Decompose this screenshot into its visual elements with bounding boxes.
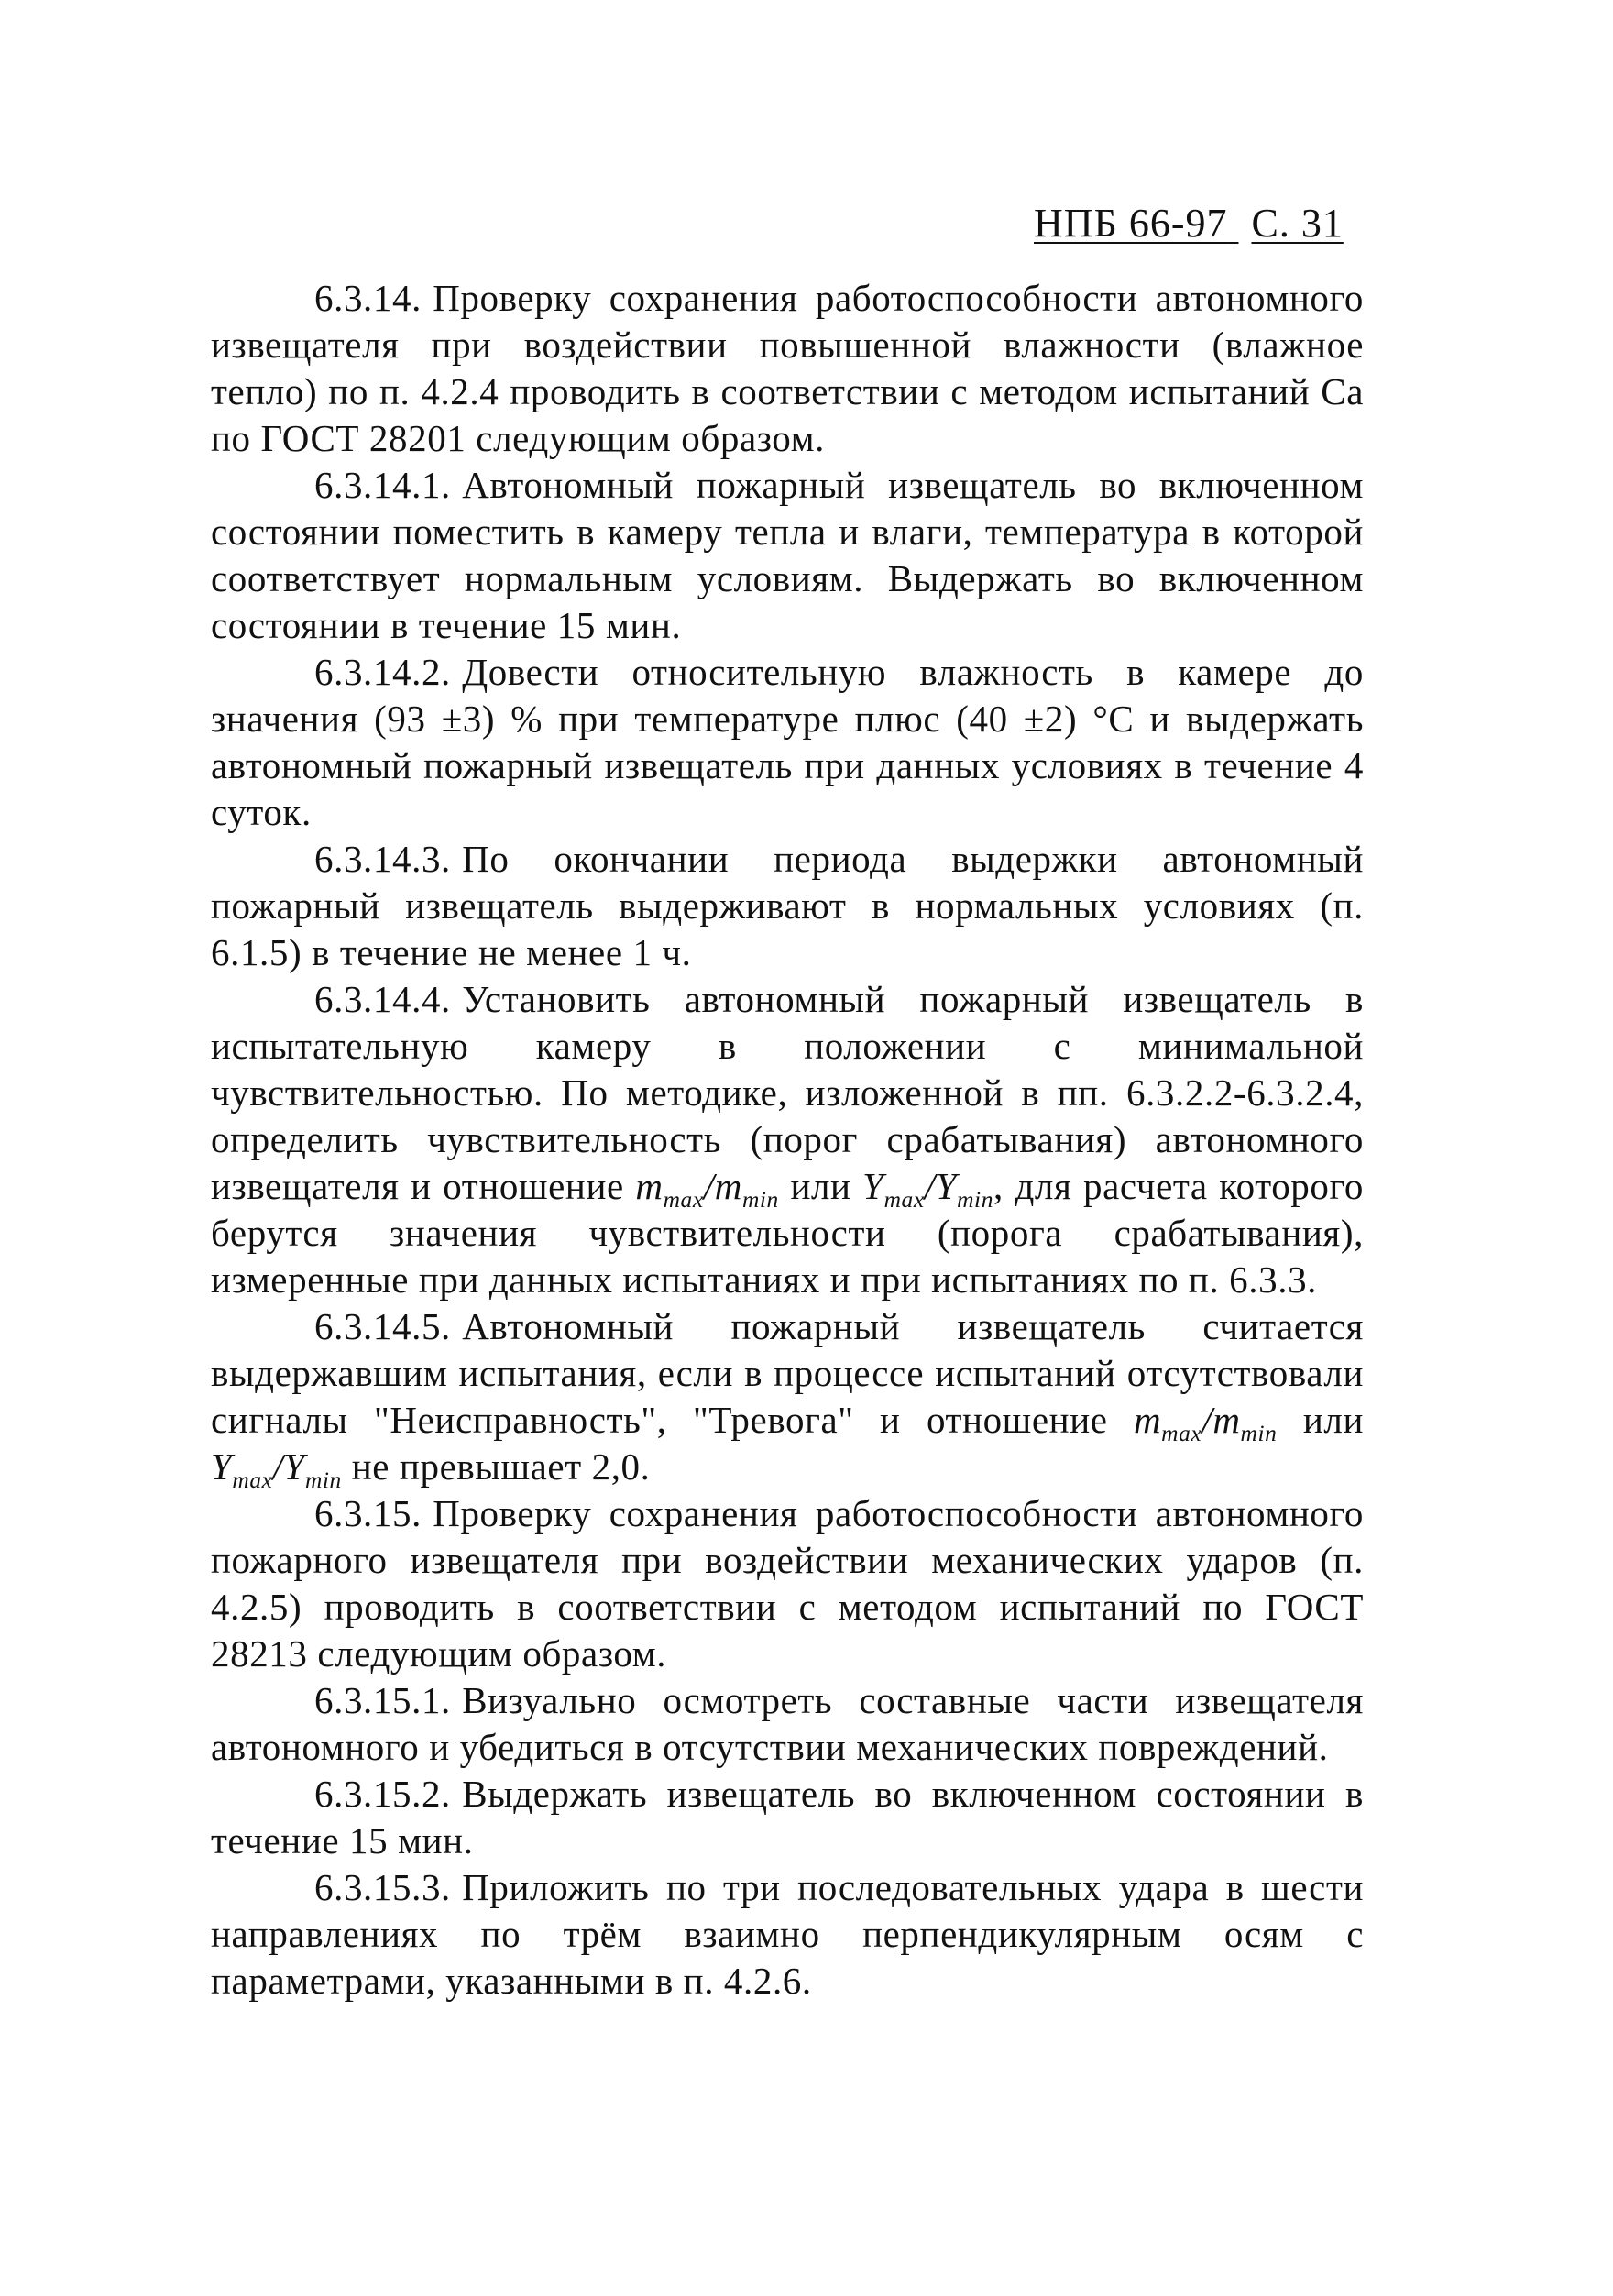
formula-subscript: max bbox=[1161, 1420, 1202, 1446]
formula-symbol: m bbox=[1212, 1399, 1241, 1441]
paragraph-number: 6.3.15.1. bbox=[314, 1679, 451, 1721]
paragraph-text: Довести относительную влажность в камере до значения (93 ±3) % при температуре плюс (40 ±2) °С и выдержать автономный пожарный извещатель при данных условиях в течение 4 суток. bbox=[211, 651, 1364, 833]
paragraph-text: Визуально осмотреть составные части извещателя автономного и убедиться в отсутствии механических повреждений. bbox=[211, 1679, 1364, 1768]
paragraph-text: Установить автономный пожарный извещатель в испытательную камеру в положении с минимальной чувствительностью. По методике, изложенной в пп. 6.3.2.2-6.3.2.4, определить чувствительность (порог срабатывания) автономного извещателя и отношение bbox=[211, 978, 1364, 1207]
paragraph-6-3-14-2 bbox=[211, 649, 1364, 836]
formula-symbol: m bbox=[1133, 1399, 1162, 1441]
paragraph-number: 6.3.14.2. bbox=[314, 651, 451, 693]
ratio-y-max-y-min bbox=[211, 1445, 342, 1493]
page-header bbox=[1034, 200, 1344, 247]
paragraph-connector: или bbox=[790, 1165, 851, 1207]
paragraph-number: 6.3.14.4. bbox=[314, 978, 451, 1020]
paragraph-number: 6.3.15.2. bbox=[314, 1773, 451, 1815]
paragraph-6-3-14 bbox=[211, 275, 1364, 462]
formula-subscript: min bbox=[1240, 1420, 1278, 1446]
paragraph-text: Проверку сохранения работоспособности автономного пожарного извещателя при воздействии механических ударов (п. 4.2.5) проводить в соответствии с методом испытаний по ГОСТ 28213 следующим образом. bbox=[211, 1492, 1364, 1675]
formula-subscript: max bbox=[232, 1467, 273, 1493]
paragraph-6-3-15-1 bbox=[211, 1677, 1364, 1771]
formula-subscript: min bbox=[304, 1467, 342, 1493]
formula-symbol: m bbox=[635, 1165, 664, 1207]
formula-symbol: Y bbox=[935, 1165, 958, 1207]
paragraph-text: Приложить по три последовательных удара в шести направлениях по трём взаимно перпендикулярным осям с параметрами, указанными в п. 4.2.6. bbox=[211, 1866, 1364, 2002]
paragraph-number: 6.3.14.1. bbox=[314, 464, 451, 506]
paragraph-text: Автономный пожарный извещатель считается выдержавшим испытания, если в процессе испытаний отсутствовали сигналы "Неисправность", "Тревога" и отношение bbox=[211, 1305, 1364, 1441]
paragraph-number: 6.3.15. bbox=[314, 1492, 422, 1534]
paragraph-6-3-15-3 bbox=[211, 1864, 1364, 2005]
paragraph-number: 6.3.15.3. bbox=[314, 1866, 451, 1908]
paragraph-6-3-15-2 bbox=[211, 1771, 1364, 1864]
paragraph-connector: или bbox=[1302, 1399, 1365, 1441]
ratio-y-max-y-min bbox=[862, 1165, 994, 1213]
formula-subscript: max bbox=[883, 1186, 925, 1213]
ratio-m-max-m-min bbox=[635, 1165, 779, 1213]
document-body bbox=[211, 275, 1364, 2005]
formula-symbol: m bbox=[714, 1165, 742, 1207]
formula-slash: / bbox=[924, 1165, 936, 1207]
paragraph-6-3-14-3 bbox=[211, 836, 1364, 976]
page-number: С. 31 bbox=[1251, 201, 1344, 246]
paragraph-text: не превышает 2,0. bbox=[351, 1445, 651, 1488]
paragraph-text: Автономный пожарный извещатель во включенном состоянии поместить в камеру тепла и влаги, температура в которой соответствует нормальным условиям. Выдержать во включенном состоянии в течение 15 мин. bbox=[211, 464, 1364, 646]
paragraph-number: 6.3.14. bbox=[314, 277, 422, 319]
paragraph-number: 6.3.14.5. bbox=[314, 1305, 451, 1347]
ratio-m-max-m-min bbox=[1133, 1399, 1278, 1446]
paragraph-text: для расчета которого берутся значения чувствительности (порога срабатывания), измеренные при данных испытаниях и при испытаниях по п. 6.3.3. bbox=[211, 1165, 1364, 1301]
paragraph-6-3-14-5 bbox=[211, 1303, 1365, 1493]
formula-symbol: Y bbox=[862, 1165, 884, 1207]
formula-subscript: min bbox=[957, 1186, 994, 1213]
paragraph-6-3-14-1 bbox=[211, 462, 1364, 649]
paragraph-6-3-14-4: 6.3.14.4. Установить автономный пожарный извещатель в испытательную камеру в положении с минимальной чувствительностью. По методике, изложенной в пп. 6.3.2.2-6.3.2.4, определить чувствительность (порог срабатывания) автономного извещателя и отношение $m_{max}/m_{min}$ или $Y_{max}/Y_{min}$, для расчета которого берутся значения чувствительности (порога срабатывания), измеренные при данных испытаниях и при испытаниях по п. 6.3.3. bbox=[211, 978, 1364, 1301]
paragraph-6-3-15 bbox=[211, 1490, 1364, 1677]
formula-slash: / bbox=[272, 1445, 284, 1488]
paragraph-text: Выдержать извещатель во включенном состоянии в течение 15 мин. bbox=[211, 1773, 1364, 1862]
paragraph-number: 6.3.14.3. bbox=[314, 838, 451, 880]
formula-subscript: min bbox=[741, 1186, 779, 1213]
paragraph-text: По окончании периода выдержки автономный пожарный извещатель выдерживают в нормальных условиях (п. 6.1.5) в течение не менее 1 ч. bbox=[211, 838, 1364, 973]
formula-slash: / bbox=[1202, 1399, 1213, 1441]
formula-symbol: Y bbox=[283, 1445, 305, 1488]
paragraph-text: Проверку сохранения работоспособности автономного извещателя при воздействии повышенной влажности (влажное тепло) по п. 4.2.4 проводить в соответствии с методом испытаний Са по ГОСТ 28201 следующим образом. bbox=[211, 277, 1364, 459]
formula-slash: / bbox=[703, 1165, 715, 1207]
formula-subscript: max bbox=[663, 1186, 704, 1213]
formula-symbol: Y bbox=[211, 1445, 233, 1488]
document-code: НПБ 66-97 bbox=[1034, 201, 1228, 246]
